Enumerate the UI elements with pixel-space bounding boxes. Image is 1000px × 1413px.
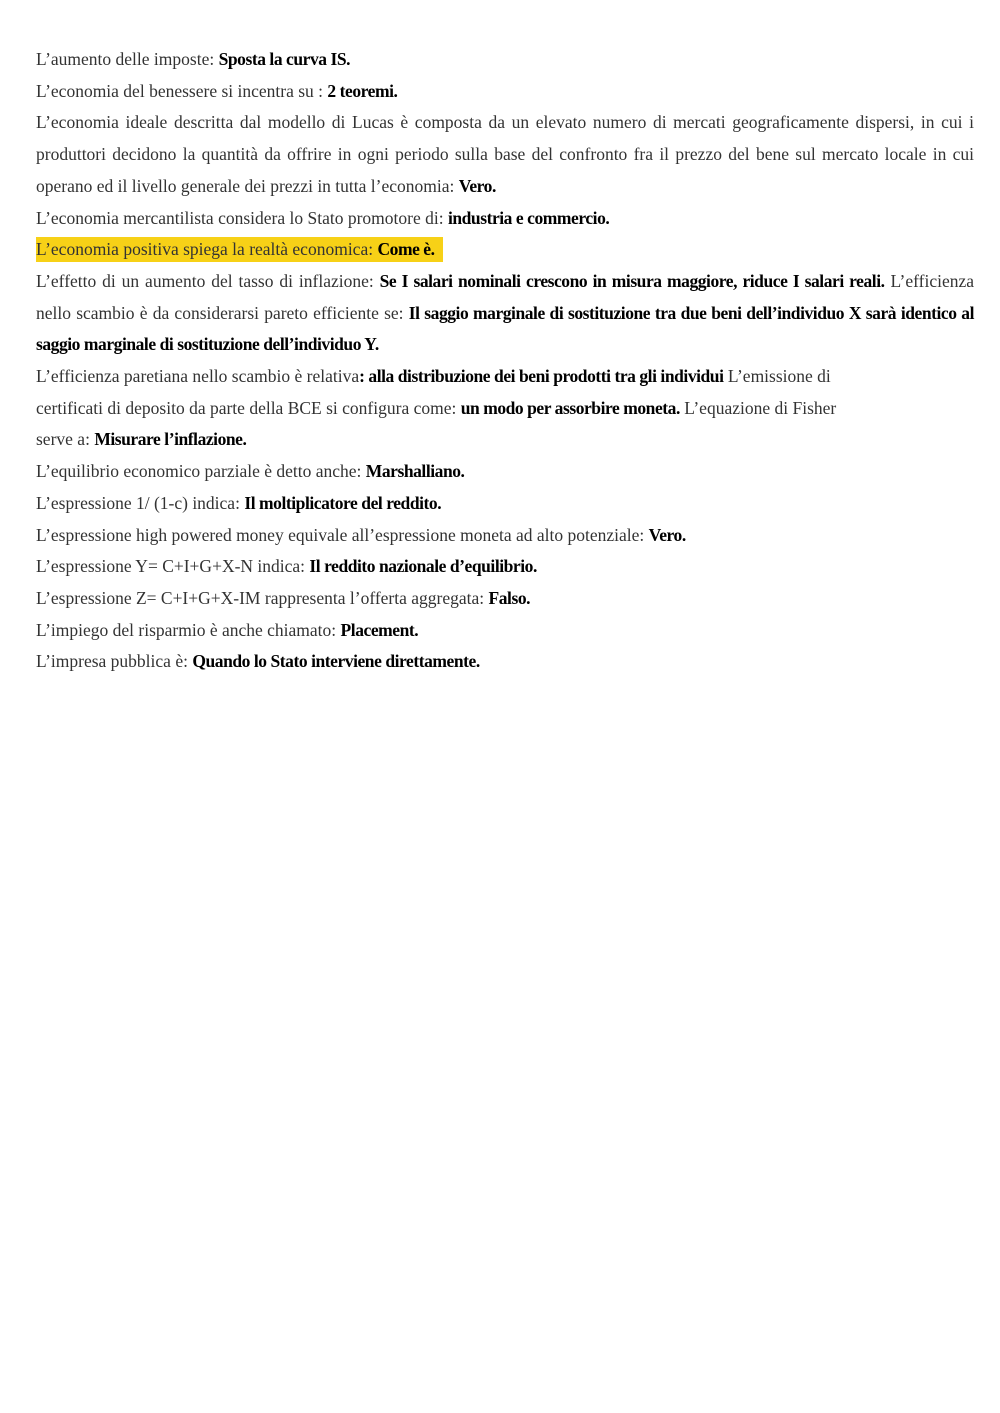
highlighted-question-text: positiva spiega la realtà economica:: [123, 237, 377, 262]
question-text: L’efficienza paretiana nello scambio è relativa: [36, 366, 360, 387]
question-text-emissione: L’emissione di: [723, 366, 831, 387]
qa-entry-high-powered-money: [36, 520, 974, 552]
answer-text: Misurare l’inflazione.: [94, 429, 247, 450]
answer-text: : alla distribuzione dei beni prodotti tra gli individui: [359, 366, 724, 387]
highlighted-answer-text: Come è.: [377, 237, 442, 262]
question-text: L’espressione Y= C+I+G+X-N indica:: [36, 556, 310, 577]
question-text: certificati di deposito da parte della BCE si configura come:: [36, 397, 461, 418]
question-text-fisher: L’equazione di Fisher: [679, 397, 837, 418]
answer-text: Sposta la curva IS.: [218, 49, 351, 69]
answer-text: Se I salari nominali crescono in misura maggiore, riduce I salari reali.: [379, 270, 885, 291]
answer-text-efficienza-scambio: Il saggio marginale di sostituzione tra due beni dell’individuo X sarà identico al saggio marginale di sostituzione dell’individuo Y.: [36, 302, 975, 355]
answer-text: Marshalliano.: [365, 461, 465, 482]
qa-entry-reddito-nazionale: [36, 551, 974, 583]
answer-text: Vero.: [648, 524, 686, 545]
highlighted-question-text: L’economia: [36, 237, 123, 262]
question-text: L’economia ideale descritta dal modello di Lucas è composta da un elevato numero di mercati geograficamente dispersi, in cui i produttori decidono la quantità da offrire in ogni periodo sulla base del confronto fra il prezzo del bene sul mercato locale in cui operano ed il livello generale dei prezzi in tutta l’economia:: [36, 112, 974, 196]
qa-entry-equazione-fisher: [36, 424, 974, 456]
question-text-efficienza-scambio: L’efficienza nello scambio è da considerarsi pareto efficiente se:: [36, 270, 975, 323]
qa-entry-economia-benessere: [36, 76, 974, 108]
answer-text: industria e commercio.: [447, 207, 610, 228]
question-text: L’impresa pubblica è:: [36, 651, 193, 672]
answer-text: Vero.: [458, 175, 496, 196]
question-text: L’effetto di un aumento del tasso di inflazione:: [36, 270, 380, 291]
qa-entry-impiego-risparmio: [36, 615, 974, 647]
question-text: serve a:: [36, 429, 95, 450]
qa-entry-economia-positiva: [36, 234, 974, 266]
question-text: L’aumento delle imposte:: [36, 49, 219, 69]
qa-entry-efficienza-paretiana: [36, 361, 974, 393]
qa-entry-modello-lucas: [36, 107, 974, 202]
qa-entry-aumento-imposte: [36, 44, 974, 76]
answer-text: 2 teoremi.: [327, 80, 398, 101]
qa-entry-tasso-inflazione: [36, 266, 974, 361]
answer-text: Il moltiplicatore del reddito.: [244, 492, 442, 513]
answer-text: Falso.: [488, 587, 531, 608]
question-text: L’impiego del risparmio è anche chiamato:: [36, 619, 341, 640]
answer-text: Quando lo Stato interviene direttamente.: [192, 651, 480, 672]
qa-entry-impresa-pubblica: [36, 646, 974, 678]
qa-entry-offerta-aggregata: [36, 583, 974, 615]
question-text: L’espressione 1/ (1-c) indica:: [36, 492, 245, 513]
question-text: L’equilibrio economico parziale è detto anche:: [36, 461, 366, 482]
qa-entry-moltiplicatore: [36, 488, 974, 520]
question-text: L’espressione high powered money equivale all’espressione moneta ad alto potenziale:: [36, 524, 649, 545]
answer-text: Placement.: [340, 619, 419, 640]
document-page: [36, 44, 974, 678]
answer-text: un modo per assorbire moneta.: [460, 397, 680, 418]
question-text: L’economia del benessere si incentra su :: [36, 80, 328, 101]
question-text: L’economia mercantilista considera lo Stato promotore di:: [36, 207, 448, 228]
answer-text: Il reddito nazionale d’equilibrio.: [309, 556, 537, 577]
qa-entry-certificati-deposito: [36, 393, 974, 425]
qa-entry-economia-mercantilista: [36, 203, 974, 235]
question-text: L’espressione Z= C+I+G+X-IM rappresenta l’offerta aggregata:: [36, 587, 489, 608]
qa-entry-equilibrio-parziale: [36, 456, 974, 488]
